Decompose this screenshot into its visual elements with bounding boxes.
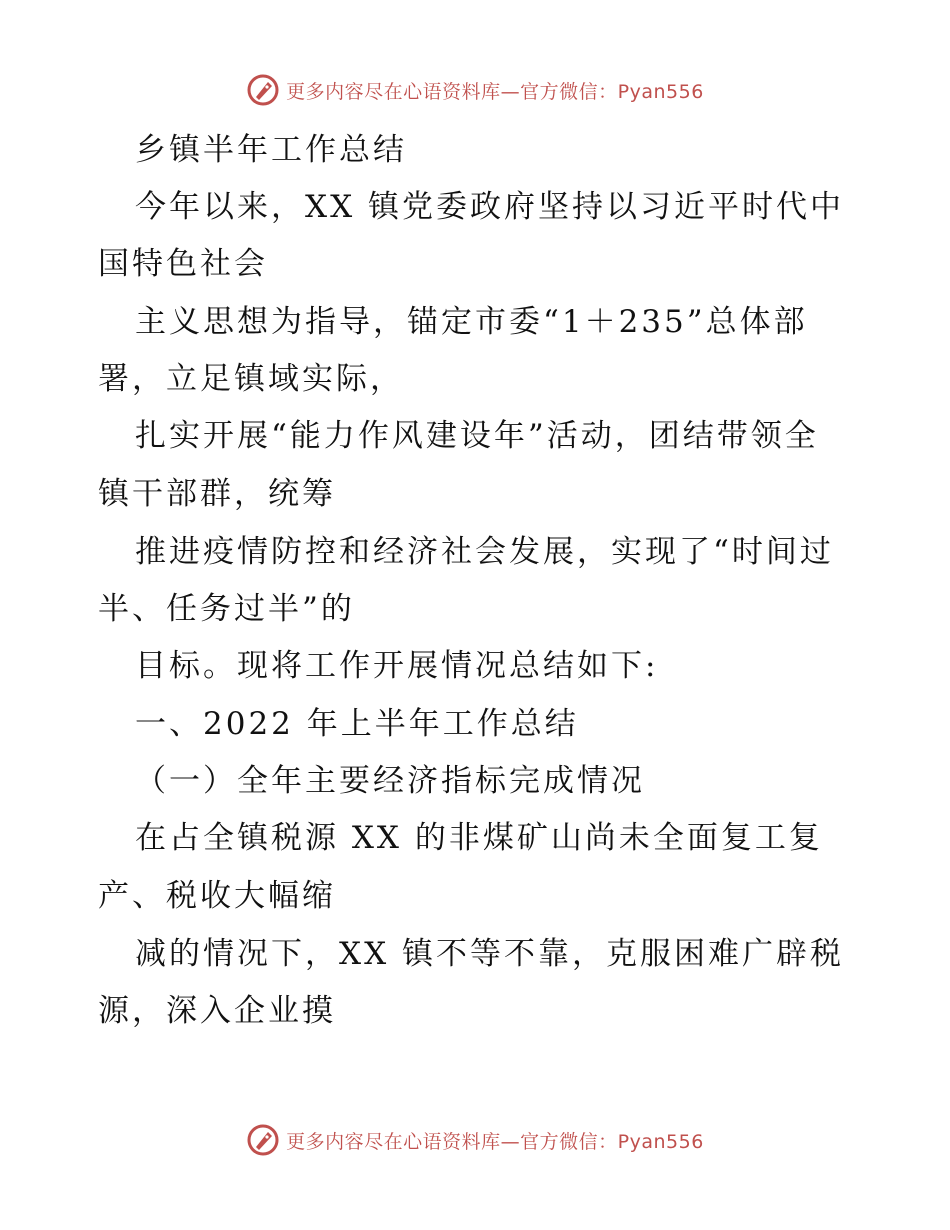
paragraph-line: 产、税收大幅缩 [98,878,336,914]
paragraph-line: 推进疫情防控和经济社会发展，实现了“时间过 [135,534,834,570]
section-heading: 一、2022 年上半年工作总结 [135,706,579,742]
watermark-text: 更多内容尽在心语资料库—官方微信：Pyan556 [286,1130,704,1153]
paragraph-line: 扎实开展“能力作风建设年”活动，团结带领全 [135,418,819,454]
paragraph-line: 目标。现将工作开展情况总结如下: [135,648,659,684]
header-watermark [0,70,950,110]
doc-title: 乡镇半年工作总结 [135,132,407,168]
pen-nib-circle-icon [246,73,280,107]
paragraph-line: 镇干部群，统筹 [98,476,336,512]
paragraph-line: 半、任务过半”的 [98,591,355,627]
watermark-text: 更多内容尽在心语资料库—官方微信：Pyan556 [286,80,704,103]
paragraph-line: 源，深入企业摸 [98,993,336,1029]
paragraph-line: 署，立足镇域实际， [98,361,404,397]
pen-nib-circle-icon [246,1123,280,1157]
footer-watermark [0,1120,950,1160]
paragraph-line: 国特色社会 [98,246,268,282]
paragraph-line: 今年以来，XX 镇党委政府坚持以习近平时代中 [135,189,844,225]
paragraph-line: 在占全镇税源 XX 的非煤矿山尚未全面复工复 [135,820,823,856]
subsection-heading: （一）全年主要经济指标完成情况 [135,763,645,799]
paragraph-line: 减的情况下，XX 镇不等不靠，克服困难广辟税 [135,936,844,972]
paragraph-line: 主义思想为指导，锚定市委“1＋235”总体部 [135,304,808,340]
